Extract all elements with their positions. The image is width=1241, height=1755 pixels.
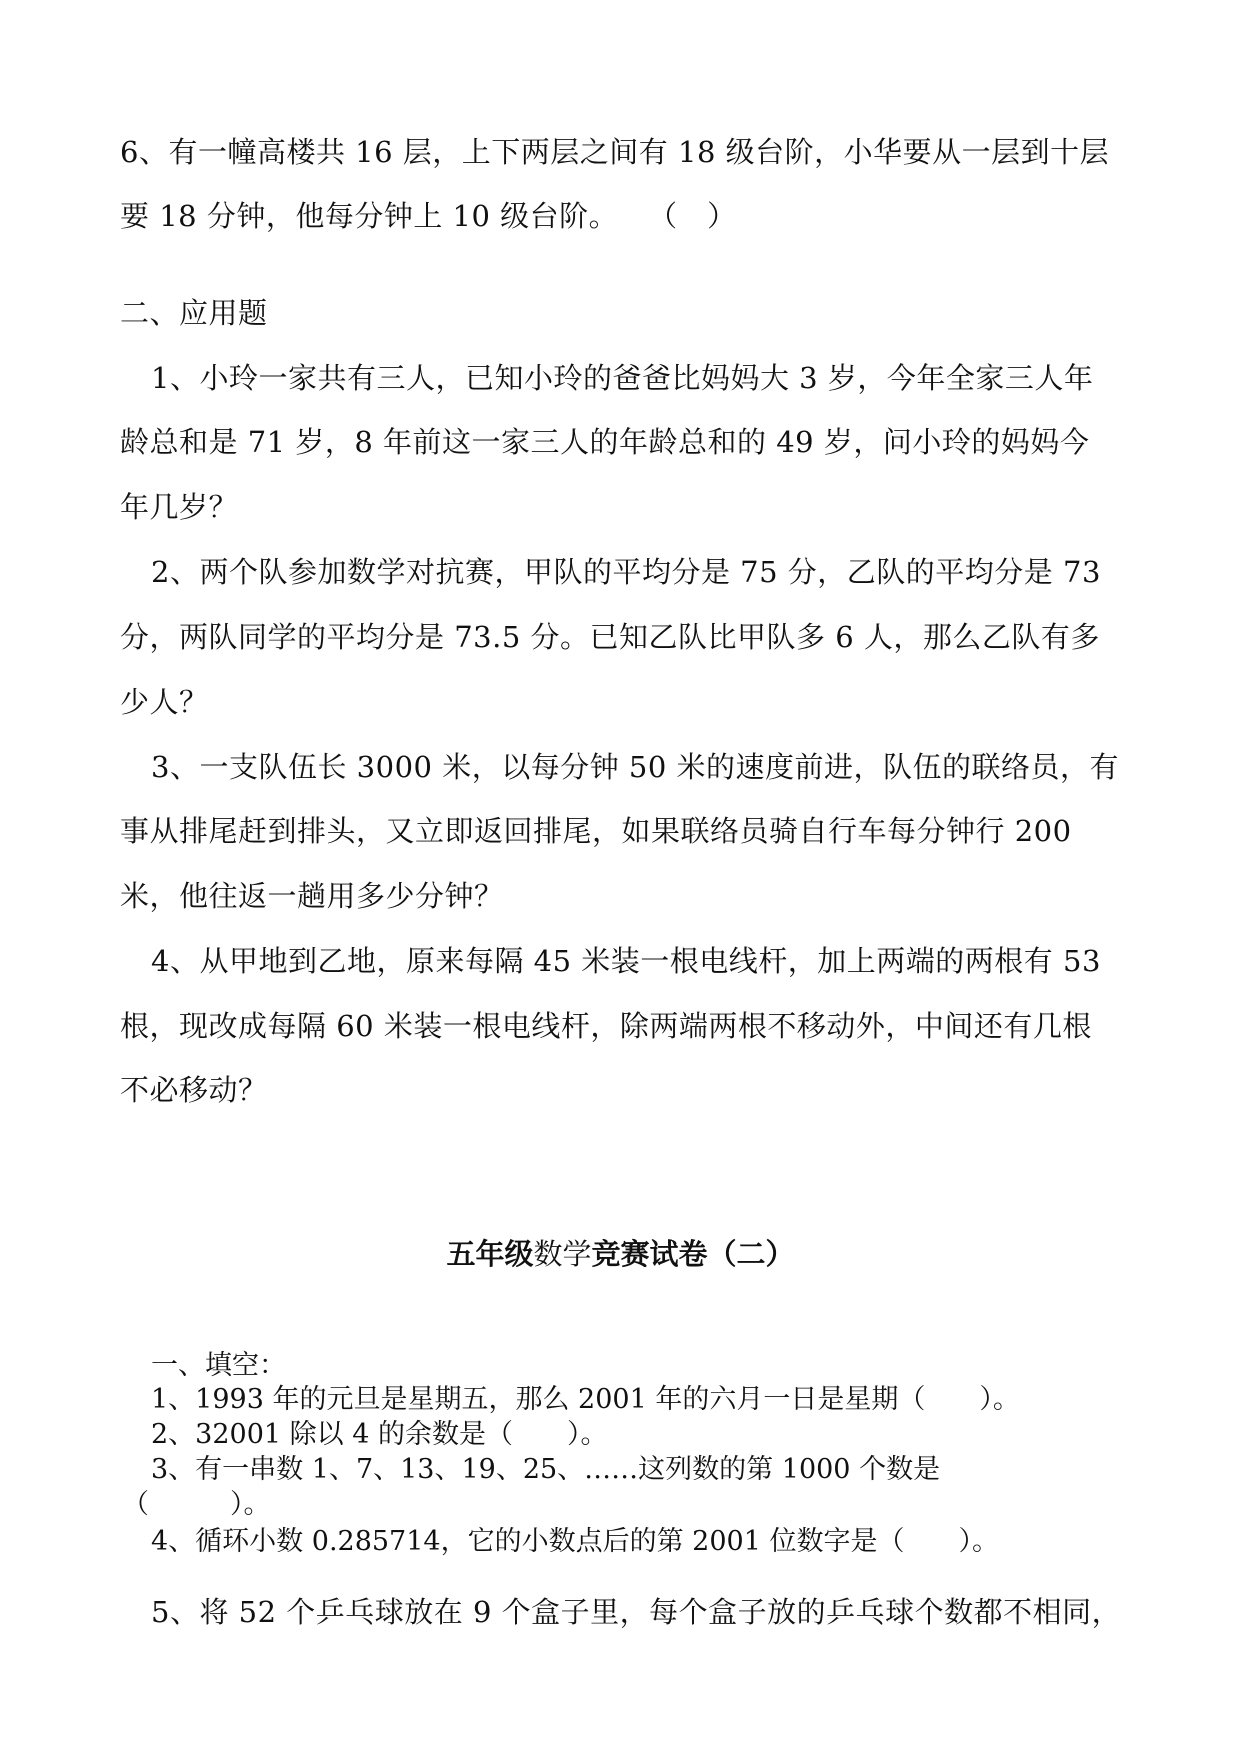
applied-q2-line-1: 2、两个队参加数学对抗赛，甲队的平均分是 75 分，乙队的平均分是 73 [151,555,1101,589]
applied-q4-line-1: 4、从甲地到乙地，原来每隔 45 米装一根电线杆，加上两端的两根有 53 [151,944,1101,978]
fill-q3-line-1: 3、有一串数 1、7、13、19、25、……这列数的第 1000 个数是 [151,1454,941,1485]
fill-q5-line-1: 5、将 52 个乒乓球放在 9 个盒子里，每个盒子放的乒乓球个数都不相同， [151,1595,1122,1629]
applied-q2-line-3: 少人？ [120,685,209,719]
applied-q2-line-2: 分，两队同学的平均分是 73.5 分。已知乙队比甲队多 6 人，那么乙队有多 [120,620,1100,654]
section-heading-fill: 一、填空： [151,1350,286,1381]
exam-title-grade: 五年级 [446,1237,534,1271]
fill-q2: 2、32001 除以 4 的余数是（ ）。 [151,1419,608,1450]
fill-q1: 1、1993 年的元旦是星期五，那么 2001 年的六月一日是星期（ ）。 [151,1384,1020,1415]
fill-q3-line-2: （ ）。 [122,1489,271,1520]
fill-q4: 4、循环小数 0.285714，它的小数点后的第 2001 位数字是（ ）。 [151,1526,999,1557]
applied-q4-line-2: 根，现改成每隔 60 米装一根电线杆，除两端两根不移动外，中间还有几根 [120,1009,1092,1043]
applied-q1-line-3: 年几岁？ [120,490,239,524]
applied-q3-line-2: 事从排尾赶到排头，又立即返回排尾，如果联络员骑自行车每分钟行 200 [120,814,1072,848]
question-6-line-1: 6、有一幢高楼共 16 层，上下两层之间有 18 级台阶，小华要从一层到十层 [120,135,1110,169]
applied-q3-line-1: 3、一支队伍长 3000 米，以每分钟 50 米的速度前进，队伍的联络员，有 [151,750,1120,784]
exam-title-subject: 数学 [533,1237,592,1271]
exam-title [0,1236,1241,1272]
exam-title-rest: 竞赛试卷（二） [591,1237,795,1271]
applied-q4-line-3: 不必移动？ [120,1073,268,1107]
applied-q3-line-3: 米，他往返一趟用多少分钟？ [120,879,504,913]
section-heading-applied: 二、应用题 [120,296,268,330]
applied-q1-line-1: 1、小玲一家共有三人，已知小玲的爸爸比妈妈大 3 岁，今年全家三人年 [151,361,1094,395]
applied-q1-line-2: 龄总和是 71 岁，8 年前这一家三人的年龄总和的 49 岁，问小玲的妈妈今 [120,425,1090,459]
question-6-line-2: 要 18 分钟，他每分钟上 10 级台阶。 （ ） [120,199,737,233]
